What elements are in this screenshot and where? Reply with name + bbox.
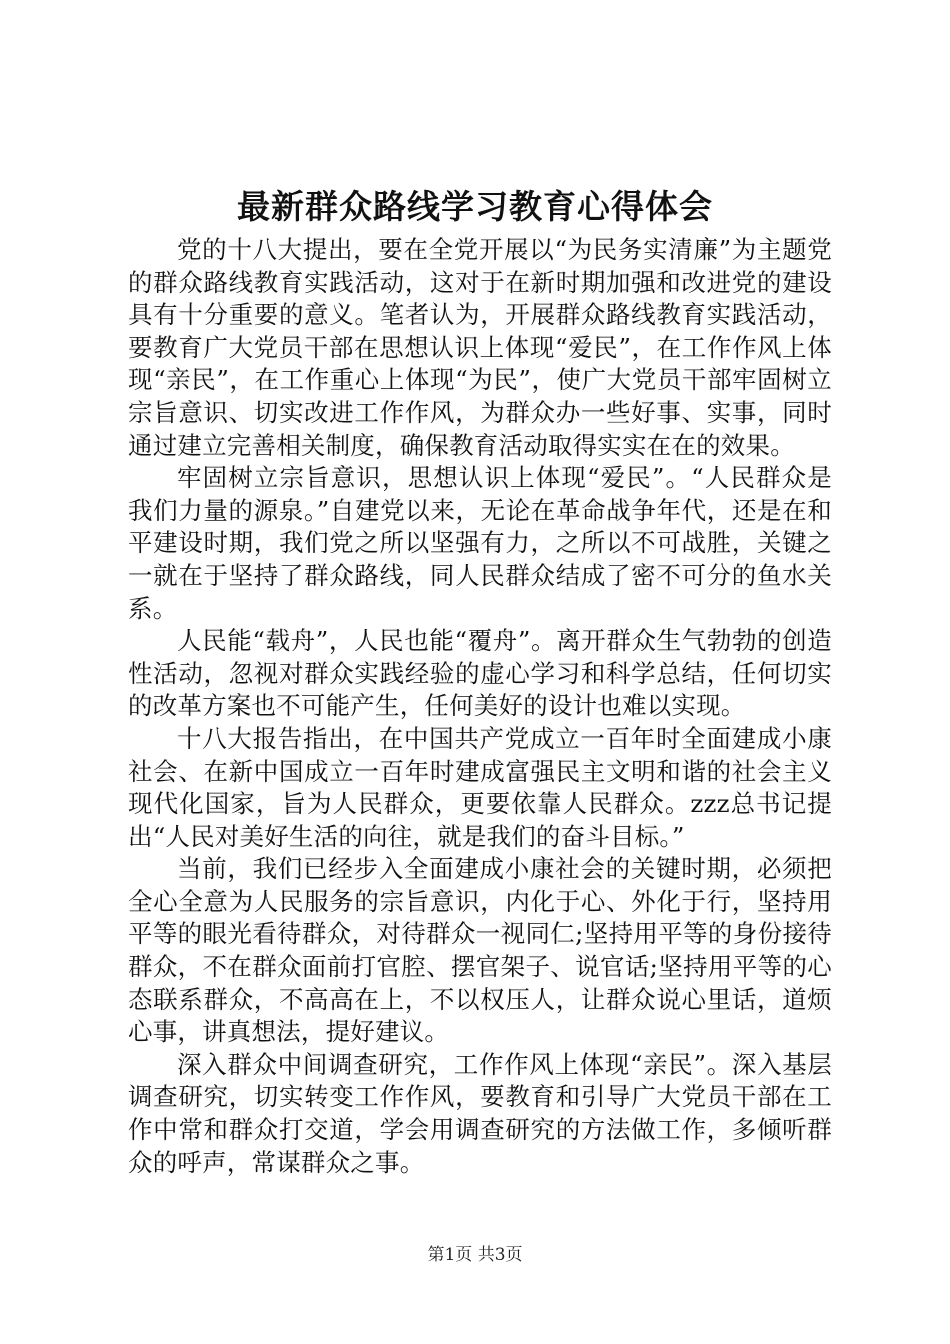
paragraph: 深入群众中间调查研究，工作作风上体现“亲民”。深入基层调查研究，切实转变工作作风，要教育和引导广大党员干部在工作中常和群众打交道，学会用调查研究的方法做工作，多倾听群众的呼声，常谋群众之事。 xyxy=(128,1049,832,1177)
paragraph: 牢固树立宗旨意识，思想认识上体现“爱民”。“人民群众是我们力量的源泉。”自建党以来，无论在革命战争年代，还是在和平建设时期，我们党之所以坚强有力，之所以不可战胜，关键之一就在于坚持了群众路线，同人民群众结成了密不可分的鱼水关系。 xyxy=(128,463,832,623)
paragraph: 当前，我们已经步入全面建成小康社会的关键时期，必须把全心全意为人民服务的宗旨意识，内化于心、外化于行，坚持用平等的眼光看待群众，对待群众一视同仁;坚持用平等的身份接待群众，不在群众面前打官腔、摆官架子、说官话;坚持用平等的心态联系群众，不高高在上，不以权压人，让群众说心里话，道烦心事，讲真想法，提好建议。 xyxy=(128,854,832,1047)
document-title: 最新群众路线学习教育心得体会 xyxy=(237,187,713,226)
paragraph: 党的十八大提出，要在全党开展以“为民务实清廉”为主题党的群众路线教育实践活动，这对于在新时期加强和改进党的建设具有十分重要的意义。笔者认为，开展群众路线教育实践活动，要教育广大党员干部在思想认识上体现“爱民”，在工作作风上体现“亲民”，在工作重心上体现“为民”，使广大党员干部牢固树立宗旨意识、切实改进工作作风，为群众办一些好事、实事，同时通过建立完善相关制度，确保教育活动取得实实在在的效果。 xyxy=(128,235,832,460)
paragraph: 人民能“载舟”，人民也能“覆舟”。离开群众生气勃勃的创造性活动，忽视对群众实践经验的虚心学习和科学总结，任何切实的改革方案也不可能产生，任何美好的设计也难以实现。 xyxy=(128,626,832,721)
page-footer: 第1页 共3页 xyxy=(427,1245,523,1265)
document-body xyxy=(128,234,832,1179)
paragraph: 十八大报告指出，在中国共产党成立一百年时全面建成小康社会、在新中国成立一百年时建成富强民主文明和谐的社会主义现代化国家，旨为人民群众，更要依靠人民群众。zzz总书记提出“人民对美好生活的向往，就是我们的奋斗目标。” xyxy=(128,723,832,851)
